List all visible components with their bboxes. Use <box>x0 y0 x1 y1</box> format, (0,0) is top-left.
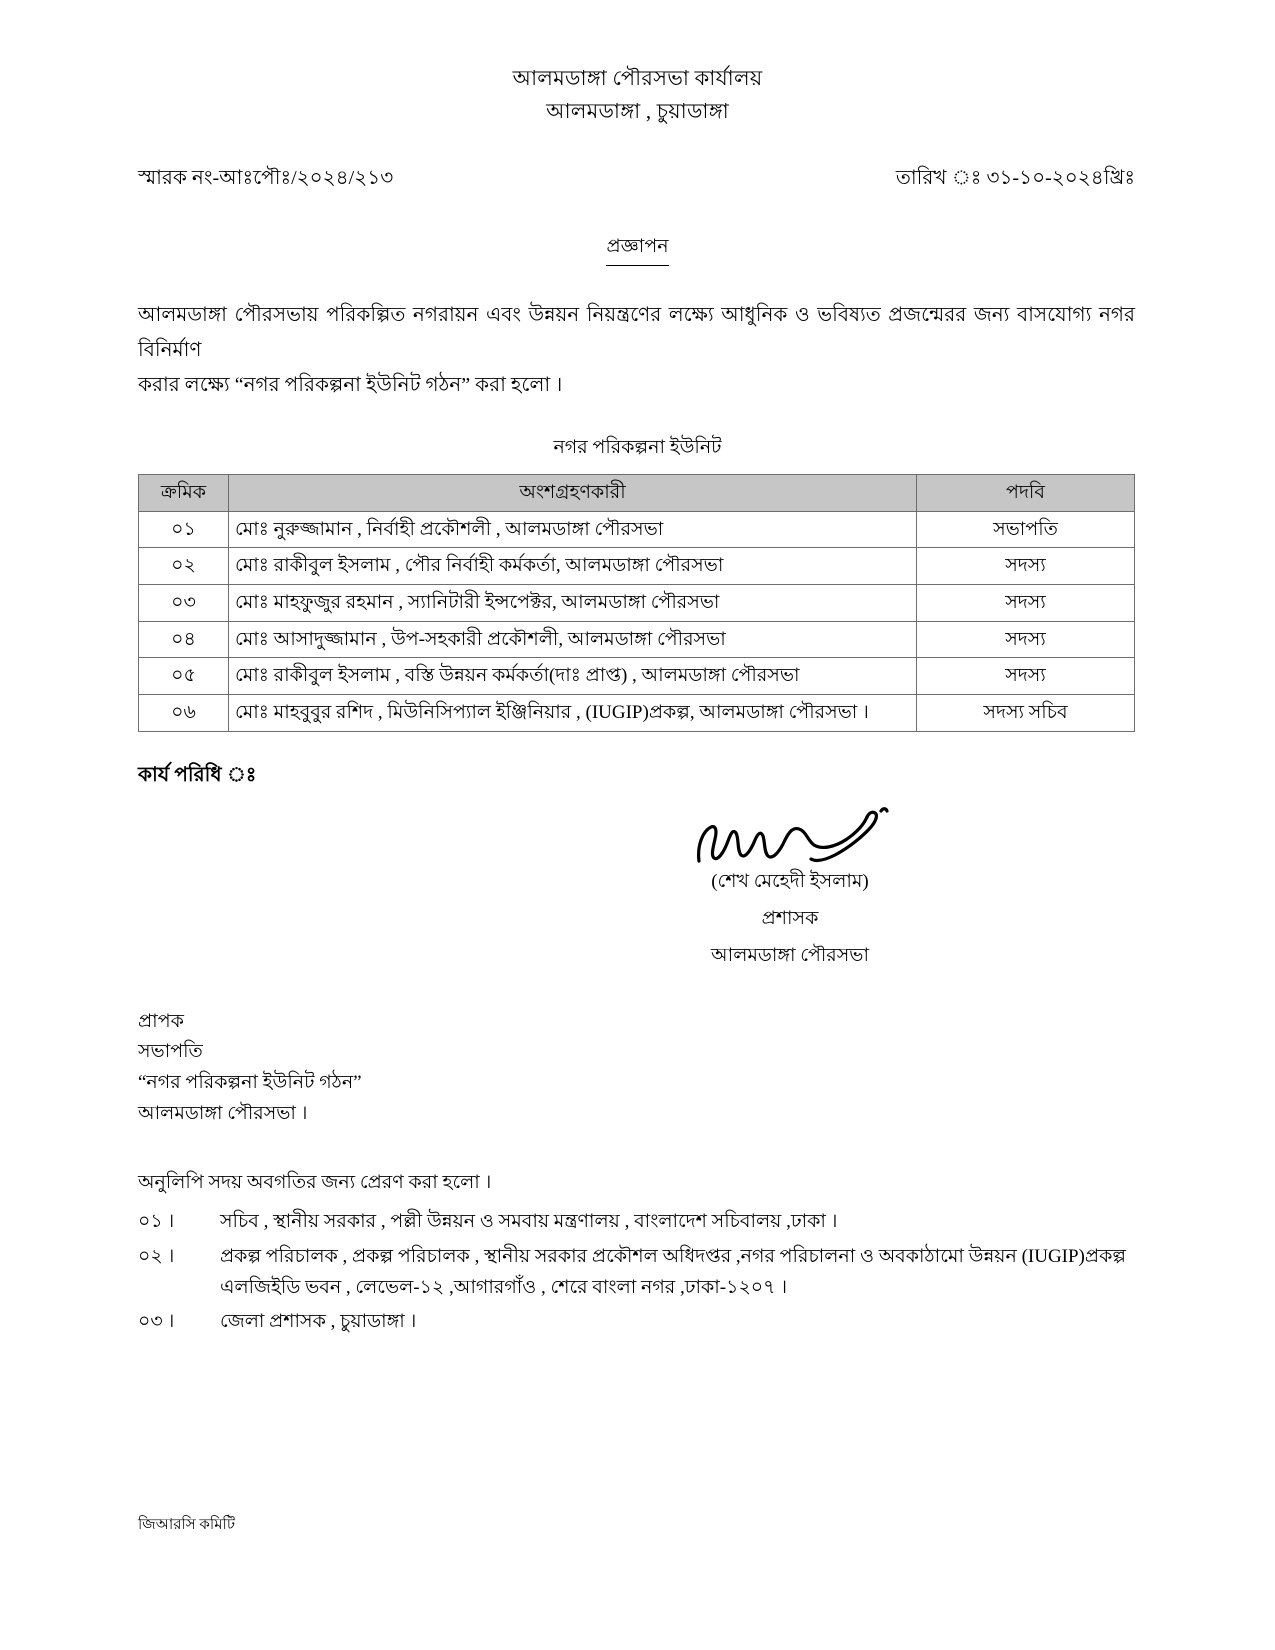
cell-role: সভাপতি <box>917 511 1135 548</box>
cell-serial: ০৪ <box>139 621 229 658</box>
table-body <box>139 511 1135 731</box>
cell-participant: মোঃ মাহফুজুর রহমান , স্যানিটারী ইন্সপেক্টর, আলমডাঙ্গা পৌরসভা <box>229 585 917 622</box>
cell-serial: ০১ <box>139 511 229 548</box>
office-location: আলমডাঙ্গা , চুয়াডাঙ্গা <box>546 98 729 123</box>
copy-item-text: জেলা প্রশাসক , চুয়াডাঙ্গা । <box>220 1311 417 1333</box>
table-row <box>139 548 1135 585</box>
memo-number: স্মারক নং-আঃপৌঃ/২০২৪/২১৩ <box>138 167 394 190</box>
recipient-label: প্রাপক <box>138 1010 184 1032</box>
office-name: আলমডাঙ্গা পৌরসভা কার্যালয় <box>512 66 763 90</box>
recipient-line-3: আলমডাঙ্গা পৌরসভা । <box>138 1102 308 1124</box>
copy-item-text: সচিব , স্থানীয় সরকার , পল্লী উন্নয়ন ও সমবায় মন্ত্রণালয় , বাংলাদেশ সচিবালয় ,ঢাকা । <box>220 1211 838 1233</box>
table-header <box>139 475 1135 512</box>
cell-participant: মোঃ রাকীবুল ইসলাম , পৌর নির্বাহী কর্মকর্তা, আলমডাঙ্গা পৌরসভা <box>229 548 917 585</box>
cell-role: সদস্য <box>917 621 1135 658</box>
cell-serial: ০৩ <box>139 585 229 622</box>
copy-item-text-main: প্রকল্প পরিচালক , প্রকল্প পরিচালক , স্থানীয় সরকার প্রকৌশল অধিদপ্তর ,নগর পরিচালনা ও অবকাঠামো উন্নয়ন (IUGIP)প্রকল্প <box>220 1245 1126 1267</box>
memo-date: তারিখ ঃ ৩১-১০-২০২৪খ্রিঃ <box>895 167 1135 190</box>
copy-item-number: ০১ । <box>138 1211 175 1233</box>
cell-participant: মোঃ মাহবুবুর রশিদ , মিউনিসিপ্যাল ইঞ্জিনিয়ার , (IUGIP)প্রকল্প, আলমডাঙ্গা পৌরসভা । <box>229 694 917 731</box>
recipient-block <box>138 1007 1275 1130</box>
copy-item-text <box>220 1242 1135 1304</box>
cell-role: সদস্য <box>917 585 1135 622</box>
list-item <box>138 1242 1135 1304</box>
cell-serial: ০২ <box>139 548 229 585</box>
cell-role: সদস্য <box>917 658 1135 695</box>
copy-item-number: ০৩ । <box>138 1311 175 1333</box>
body-paragraph <box>138 298 1135 403</box>
planning-unit-table <box>138 474 1135 731</box>
scope-of-work-label: কার্য পরিধি ঃ <box>138 763 257 786</box>
column-header-serial: ক্রমিক <box>139 475 229 512</box>
copy-item-number: ০২ । <box>138 1245 175 1267</box>
cell-serial: ০৬ <box>139 694 229 731</box>
column-header-role: পদবি <box>917 475 1135 512</box>
cell-participant: মোঃ রাকীবুল ইসলাম , বস্তি উন্নয়ন কর্মকর্তা(দাঃ প্রাপ্ত) , আলমডাঙ্গা পৌরসভা <box>229 658 917 695</box>
table-row <box>139 585 1135 622</box>
table-row <box>139 621 1135 658</box>
cell-role: সদস্য <box>917 548 1135 585</box>
copy-intro: অনুলিপি সদয় অবগতির জন্য প্রেরণ করা হলো । <box>138 1171 492 1193</box>
body-line-1: আলমডাঙ্গা পৌরসভায় পরিকল্পিত নগরায়ন এবং উন্নয়ন নিয়ন্ত্রণের লক্ষ্যে আধুনিক ও ভবিষ্যত প্রজন্মেরর জন্য বাসযোগ্য নগর বিনির্মাণ <box>138 304 1135 362</box>
recipient-line-2: “নগর পরিকল্পনা ইউনিট গঠন” <box>138 1072 362 1094</box>
notification-heading-wrap <box>0 232 1275 266</box>
list-item <box>138 1207 1135 1238</box>
recipient-line-1: সভাপতি <box>138 1041 203 1063</box>
list-item <box>138 1307 1135 1338</box>
letterhead <box>0 0 1275 127</box>
body-line-2: করার লক্ষ্যে “নগর পরিকল্পনা ইউনিট গঠন” করা হলো । <box>138 374 563 397</box>
footer-note: জিআরসি কমিটি <box>138 1517 235 1533</box>
table-row <box>139 658 1135 695</box>
cell-participant: মোঃ নুরুজ্জামান , নির্বাহী প্রকৌশলী , আলমডাঙ্গা পৌরসভা <box>229 511 917 548</box>
signatory-name: (শেখ মেহেদী ইসলাম) <box>711 870 869 892</box>
cell-participant: মোঃ আসাদুজ্জামান , উপ-সহকারী প্রকৌশলী, আলমডাঙ্গা পৌরসভা <box>229 621 917 658</box>
table-header-row <box>139 475 1135 512</box>
cell-serial: ০৫ <box>139 658 229 695</box>
memo-row <box>138 163 1135 196</box>
table-row <box>139 511 1135 548</box>
table-row <box>139 694 1135 731</box>
copy-list <box>138 1207 1135 1338</box>
handwritten-signature-icon <box>620 809 960 865</box>
signature-block <box>620 809 960 973</box>
column-header-participant: অংশগ্রহণকারী <box>229 475 917 512</box>
notification-heading: প্রজ্ঞাপন <box>606 232 668 266</box>
table-caption: নগর পরিকল্পনা ইউনিট <box>553 437 722 459</box>
cell-role: সদস্য সচিব <box>917 694 1135 731</box>
copy-distribution-block <box>138 1168 1135 1338</box>
signatory-designation: প্রশাসক <box>761 907 819 929</box>
signatory-organization: আলমডাঙ্গা পৌরসভা <box>711 944 869 966</box>
copy-item-text-continuation: এলজিইডি ভবন , লেভেল-১২ ,আগারগাঁও , শেরে বাংলা নগর ,ঢাকা-১২০৭ । <box>220 1276 788 1298</box>
